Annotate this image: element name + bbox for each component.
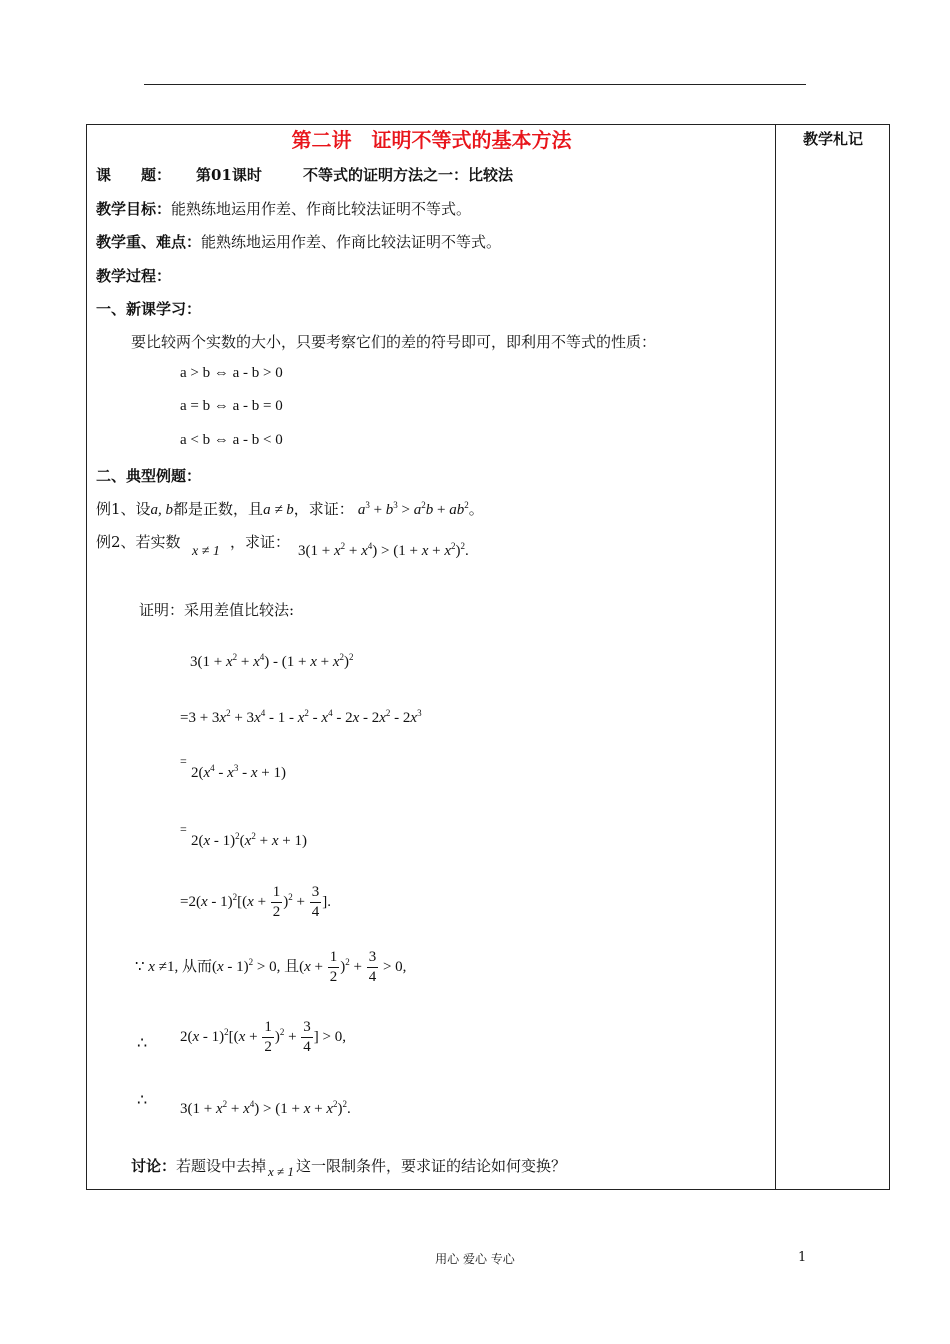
proof-step-1: $3(1 + x^2 + x^4) - (1 + x + x^2)^2$	[190, 652, 354, 670]
therefore-symbol-1: ∴	[137, 1035, 148, 1052]
proof-conclusion-2: $3(1 + x^2 + x^4) > (1 + x + x^2)^2$.	[180, 1099, 351, 1117]
example2-cond: x ≠ 1	[192, 544, 220, 559]
key-points-text: 能熟练地运用作差、作商比较法证明不等式。	[201, 233, 502, 251]
process-label: 教学过程：	[96, 267, 172, 285]
example1-vars: a, b	[150, 502, 174, 518]
example1	[96, 498, 484, 519]
lesson-period: 第01课时	[196, 166, 262, 184]
discussion-suffix: 这一限制条件，要求证的结论如何变换？	[295, 1157, 566, 1175]
discussion-cond: x ≠ 1	[268, 1164, 294, 1179]
proof-step-2: $=3 + 3x^2 + 3x^4 - 1 - x^2 - x^4 - 2x - 2x^2 - 2x^3$	[180, 708, 422, 726]
example1-prefix: 例1、设	[96, 500, 151, 518]
example2-prefix: 例2、若实数	[96, 533, 181, 551]
rule-greater: a > b ⇔ a - b > 0	[180, 365, 283, 381]
discussion-prefix: 若题设中去掉	[176, 1157, 267, 1175]
proof-conclusion-1: 2(x - 1)$^2$[(x + $\frac{1}{2}$ )$^2$ + $\frac{3}{4}$ ] > 0,	[180, 1019, 346, 1055]
therefore-symbol-2: ∴	[137, 1092, 148, 1109]
example1-cond: a ≠ b	[263, 502, 294, 518]
example1-end: 。	[468, 500, 484, 518]
proof-step-4-eq: =	[180, 822, 187, 836]
proof-intro: 证明：采用差值比较法:	[139, 601, 295, 619]
key-points-label: 教学重、难点：	[96, 233, 202, 251]
example1-mid: 都是正数，且	[173, 500, 264, 518]
discussion-label: 讨论：	[131, 1157, 177, 1175]
objective-line	[96, 198, 471, 219]
lesson-topic: 不等式的证明方法之一：比较法	[303, 166, 514, 184]
rule-equal: a = b ⇔ a - b = 0	[180, 398, 283, 414]
page-number: 1	[798, 1250, 807, 1265]
notes-column-title: 教学札记	[802, 130, 863, 148]
column-divider	[775, 124, 776, 1190]
example1-inequality: $a^3 + b^3 > a^2b + ab^2$	[357, 500, 469, 518]
proof-step-3-eq: =	[180, 754, 187, 768]
objective-label: 教学目标：	[96, 200, 172, 218]
page-title: 第二讲 证明不等式的基本方法	[291, 128, 572, 152]
proof-step-4: $2(x - 1)^2(x^2 + x + 1)$	[191, 831, 307, 849]
rule-less: a < b ⇔ a - b < 0	[180, 432, 283, 448]
example2-prove: ，求证：	[230, 533, 291, 551]
section2-heading: 二、典型例题：	[96, 467, 202, 485]
proof-step-3: $2(x^4 - x^3 - x + 1)$	[191, 763, 286, 781]
objective-text: 能熟练地运用作差、作商比较法证明不等式。	[171, 200, 472, 218]
proof-since-line: ∵ x ≠1, 从而(x - 1)$^2$ > 0, 且(x + $\frac{1}{2}$ )$^2$ + $\frac{3}{4}$ > 0,	[135, 949, 407, 985]
lesson-label: 课 题：	[96, 166, 172, 184]
header-rule	[144, 84, 806, 85]
proof-step-5: =2(x - 1)$^2$[(x + $\frac{1}{2}$ )$^2$ + $\frac{3}{4}$ ].	[180, 884, 331, 920]
example1-prove: ，求证：	[293, 500, 354, 518]
section1-intro: 要比较两个实数的大小，只要考察它们的差的符号即可，即利用不等式的性质：	[131, 333, 657, 351]
key-points-line	[96, 231, 501, 252]
example2-inequality: $3(1 + x^2 + x^4) > (1 + x + x^2)^2$.	[298, 541, 469, 559]
footer-motto: 用心 爱心 专心	[435, 1252, 515, 1266]
discussion-line	[131, 1155, 566, 1179]
section1-heading: 一、新课学习：	[96, 300, 202, 318]
